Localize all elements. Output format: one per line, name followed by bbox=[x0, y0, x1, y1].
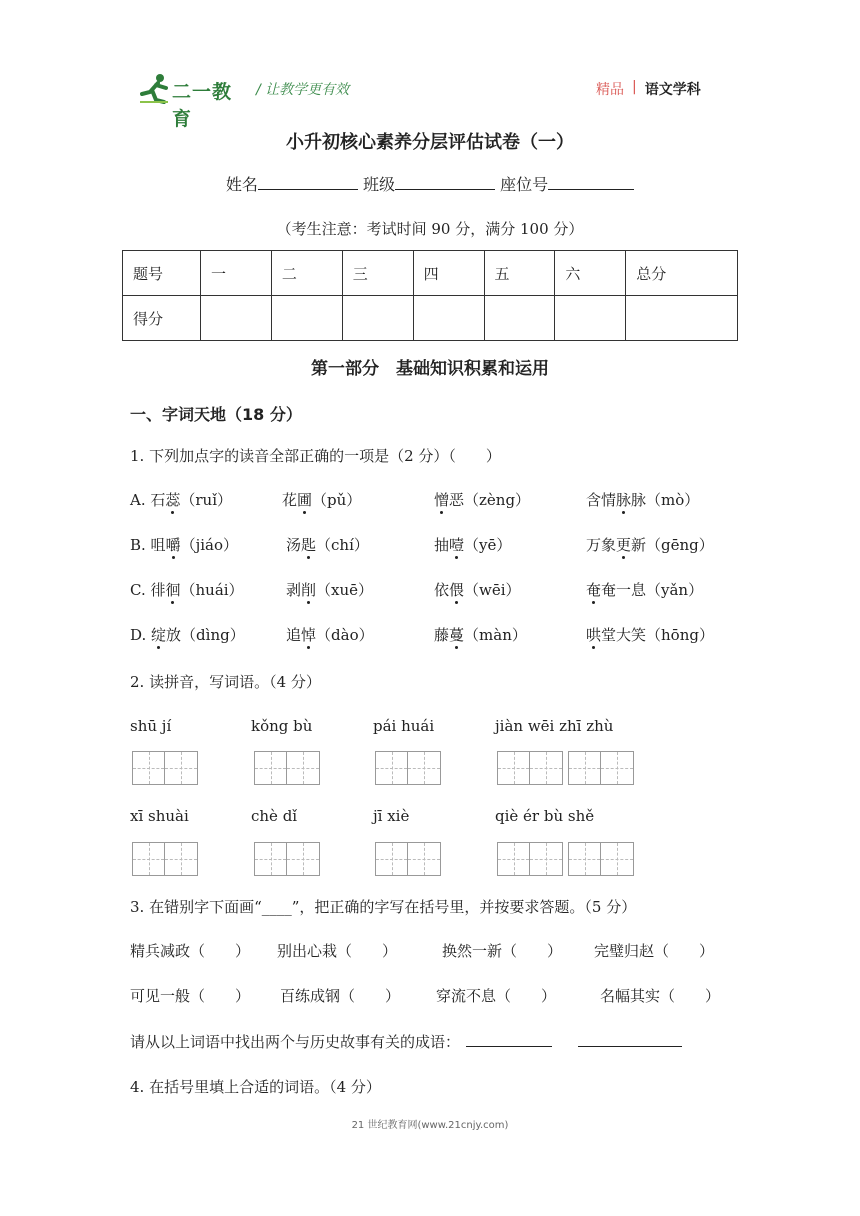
option-b-2 bbox=[286, 534, 369, 555]
score-cell[interactable] bbox=[626, 296, 738, 341]
runner-icon bbox=[138, 72, 174, 106]
text: （yē） bbox=[464, 536, 512, 554]
idiom-item: 穿流不息（ ） bbox=[436, 987, 557, 1005]
dotted-char: 哄 bbox=[586, 626, 602, 644]
score-table-score-row bbox=[123, 296, 738, 341]
pinyin: jī xiè bbox=[373, 807, 410, 825]
header-divider: | bbox=[632, 79, 637, 95]
option-a-2 bbox=[282, 489, 361, 510]
text: 万象 bbox=[586, 536, 617, 554]
pinyin: kǒng bù bbox=[251, 717, 313, 735]
dotted-char: 憎 bbox=[434, 491, 450, 509]
option-a bbox=[130, 489, 232, 510]
answer-blank[interactable] bbox=[578, 1046, 682, 1047]
subject-tag: 语文学科 bbox=[644, 82, 701, 98]
table-cell: 五 bbox=[484, 251, 555, 296]
table-cell: 得分 bbox=[123, 296, 201, 341]
dotted-char: 绽 bbox=[151, 626, 167, 644]
writing-grid[interactable] bbox=[497, 842, 563, 876]
table-cell: 三 bbox=[342, 251, 413, 296]
idiom-item: 别出心栽（ ） bbox=[277, 942, 398, 960]
class-label: 班级 bbox=[362, 175, 395, 194]
text: （màn） bbox=[464, 626, 527, 644]
text: （dào） bbox=[316, 626, 374, 644]
writing-grid[interactable] bbox=[568, 751, 634, 785]
table-cell: 总分 bbox=[626, 251, 738, 296]
brand-name: 二一教育 bbox=[172, 81, 233, 130]
text: 脉（mò） bbox=[631, 491, 700, 509]
writing-grid[interactable] bbox=[254, 842, 320, 876]
writing-grid[interactable] bbox=[132, 751, 198, 785]
footer-source: 21 世纪教育网(www.21cnjy.com) bbox=[351, 1120, 509, 1131]
pinyin: jiàn wēi zhī zhù bbox=[495, 717, 614, 735]
score-cell[interactable] bbox=[413, 296, 484, 341]
dotted-char: 奄 bbox=[586, 581, 602, 599]
answer-blank[interactable] bbox=[466, 1046, 552, 1047]
writing-grid[interactable] bbox=[254, 751, 320, 785]
option-c-4 bbox=[586, 579, 703, 600]
writing-grid[interactable] bbox=[497, 751, 563, 785]
brand-logo bbox=[138, 72, 238, 130]
student-info bbox=[0, 172, 860, 195]
part-heading: 第一部分 基础知识积累和运用 bbox=[311, 359, 549, 379]
text: 恶（zèng） bbox=[449, 491, 531, 509]
dotted-char: 蕊 bbox=[165, 491, 181, 509]
option-b bbox=[130, 534, 238, 555]
text: （jiáo） bbox=[180, 536, 239, 554]
brand-slogan: / 让教学更有效 bbox=[256, 82, 350, 98]
writing-grid[interactable] bbox=[132, 842, 198, 876]
score-cell[interactable] bbox=[484, 296, 555, 341]
dotted-char: 匙 bbox=[301, 536, 317, 554]
idiom-item: 名幅其实（ ） bbox=[600, 987, 721, 1005]
name-field[interactable] bbox=[258, 189, 358, 190]
text: 奄一息（yǎn） bbox=[601, 581, 704, 599]
dotted-char: 偎 bbox=[449, 581, 465, 599]
dotted-char: 脉 bbox=[616, 491, 632, 509]
question-2-stem: 2. 读拼音，写词语。（4 分） bbox=[130, 673, 321, 691]
text: （wēi） bbox=[464, 581, 521, 599]
text: （chí） bbox=[316, 536, 369, 554]
table-cell: 二 bbox=[271, 251, 342, 296]
text: 抽 bbox=[434, 536, 450, 554]
score-cell[interactable] bbox=[271, 296, 342, 341]
text: 堂大笑（hōng） bbox=[601, 626, 714, 644]
option-d-2 bbox=[286, 624, 374, 645]
idiom-item: 百练成钢（ ） bbox=[280, 987, 401, 1005]
dotted-char: 削 bbox=[301, 581, 317, 599]
score-table-header-row bbox=[123, 251, 738, 296]
writing-grid[interactable] bbox=[375, 751, 441, 785]
table-cell: 六 bbox=[555, 251, 626, 296]
seat-field[interactable] bbox=[548, 189, 634, 190]
idiom-item: 换然一新（ ） bbox=[442, 942, 563, 960]
option-d bbox=[130, 624, 245, 645]
option-d-3 bbox=[434, 624, 527, 645]
option-c-3 bbox=[434, 579, 521, 600]
text: 含情 bbox=[586, 491, 617, 509]
table-cell: 四 bbox=[413, 251, 484, 296]
text: 放（dìng） bbox=[166, 626, 245, 644]
text: 藤 bbox=[434, 626, 450, 644]
text: C. 徘 bbox=[130, 581, 166, 599]
score-table bbox=[122, 250, 738, 341]
header-tags bbox=[596, 79, 701, 99]
text: 追 bbox=[286, 626, 302, 644]
text: （ruǐ） bbox=[180, 491, 233, 509]
table-cell: 题号 bbox=[123, 251, 201, 296]
score-cell[interactable] bbox=[342, 296, 413, 341]
option-c-2 bbox=[286, 579, 373, 600]
score-cell[interactable] bbox=[201, 296, 272, 341]
text: 新（gēng） bbox=[631, 536, 714, 554]
class-field[interactable] bbox=[395, 189, 495, 190]
option-d-4 bbox=[586, 624, 714, 645]
name-label: 姓名 bbox=[225, 175, 258, 194]
dotted-char: 悼 bbox=[301, 626, 317, 644]
text: B. 咀 bbox=[130, 536, 166, 554]
idiom-item: 精兵减政（ ） bbox=[130, 942, 251, 960]
pinyin: xī shuài bbox=[130, 807, 189, 825]
text: （pǔ） bbox=[312, 491, 362, 509]
dotted-char: 徊 bbox=[165, 581, 181, 599]
quality-tag: 精品 bbox=[596, 82, 624, 98]
dotted-char: 更 bbox=[616, 536, 632, 554]
text: 汤 bbox=[286, 536, 302, 554]
pinyin: chè dǐ bbox=[251, 807, 298, 825]
idiom-item: 完璧归赵（ ） bbox=[594, 942, 715, 960]
idiom-item: 可见一般（ ） bbox=[130, 987, 251, 1005]
question-1-stem: 1. 下列加点字的读音全部正确的一项是（2 分）（ ） bbox=[130, 447, 501, 465]
option-c bbox=[130, 579, 244, 600]
exam-note: （考生注意：考试时间 90 分，满分 100 分） bbox=[276, 220, 584, 238]
text: A. 石 bbox=[130, 491, 166, 509]
question-3-ask bbox=[130, 1031, 682, 1052]
ask-text: 请从以上词语中找出两个与历史故事有关的成语： bbox=[130, 1033, 461, 1051]
text: （huái） bbox=[180, 581, 244, 599]
dotted-char: 嚼 bbox=[165, 536, 181, 554]
text: （xuē） bbox=[316, 581, 374, 599]
section-heading: 一、字词天地（18 分） bbox=[130, 405, 302, 424]
option-a-4 bbox=[586, 489, 699, 510]
seat-label: 座位号 bbox=[500, 175, 549, 194]
page-title: 小升初核心素养分层评估试卷（一） bbox=[286, 132, 574, 153]
option-b-4 bbox=[586, 534, 714, 555]
writing-grid[interactable] bbox=[375, 842, 441, 876]
text: 剥 bbox=[286, 581, 302, 599]
pinyin: pái huái bbox=[373, 717, 435, 735]
pinyin: qiè ér bù shě bbox=[495, 807, 595, 825]
text: D. bbox=[130, 626, 152, 644]
question-4-stem: 4. 在括号里填上合适的词语。（4 分） bbox=[130, 1078, 381, 1096]
table-cell: 一 bbox=[201, 251, 272, 296]
writing-grid[interactable] bbox=[568, 842, 634, 876]
text: 依 bbox=[434, 581, 450, 599]
option-b-3 bbox=[434, 534, 511, 555]
pinyin: shū jí bbox=[130, 717, 172, 735]
option-a-3 bbox=[434, 489, 530, 510]
dotted-char: 蔓 bbox=[449, 626, 465, 644]
text: 花 bbox=[282, 491, 298, 509]
score-cell[interactable] bbox=[555, 296, 626, 341]
question-3-stem: 3. 在错别字下面画“____”，把正确的字写在括号里，并按要求答题。（5 分） bbox=[130, 898, 637, 916]
dotted-char: 噎 bbox=[449, 536, 465, 554]
dotted-char: 圃 bbox=[297, 491, 313, 509]
